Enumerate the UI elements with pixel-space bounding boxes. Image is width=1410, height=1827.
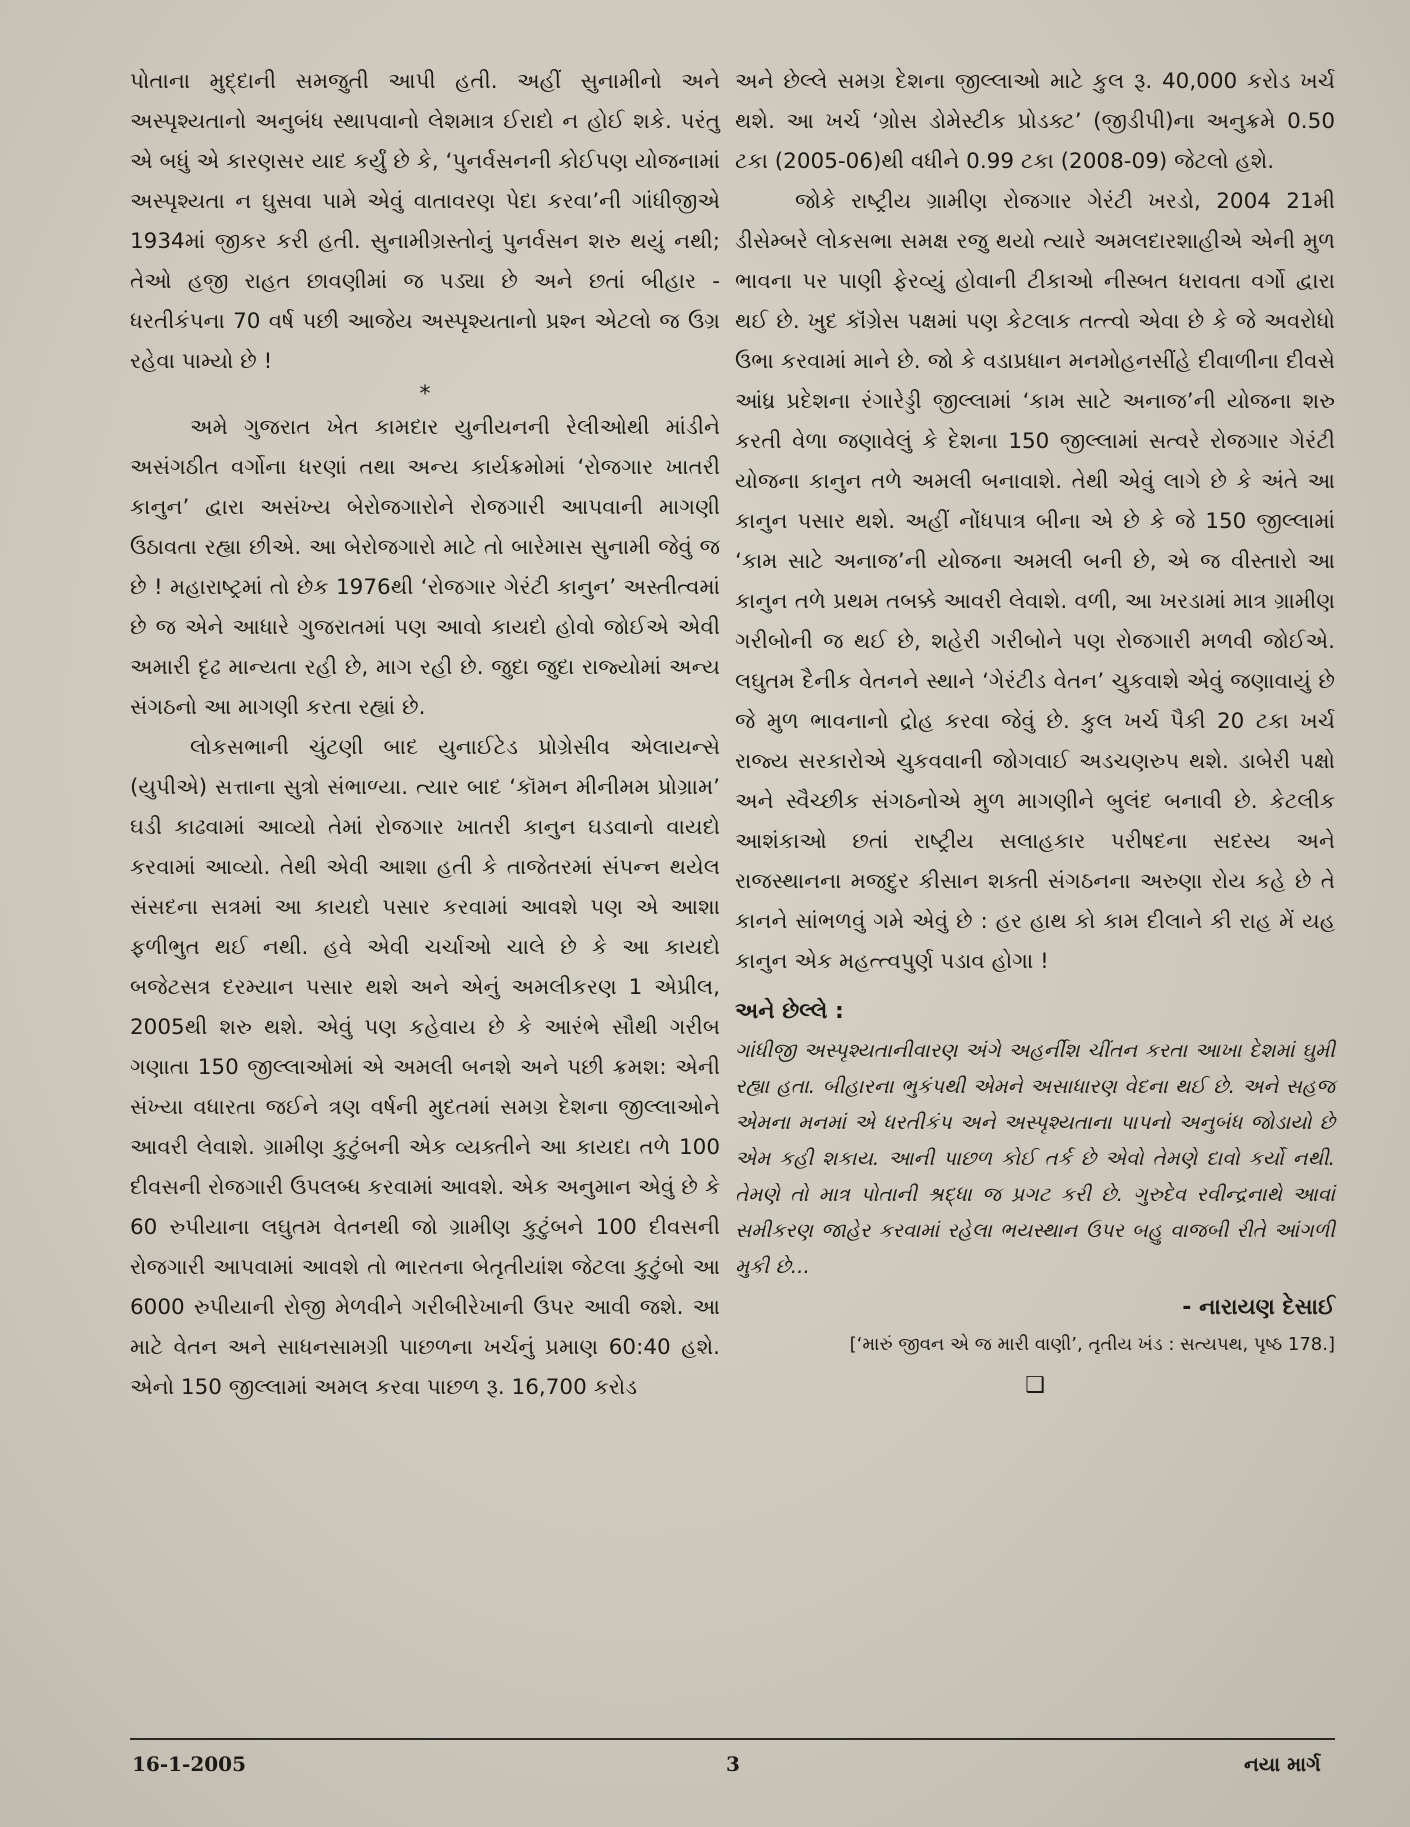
citation: [‘મારું જીવન એ જ મારી વાણી’, તૃતીય ખંડ : સત્યપથ, પૃષ્ઠ 178.] xyxy=(849,1334,1335,1355)
right-paragraph-1: અને છેલ્લે સમગ્ર દેશના જીલ્લાઓ માટે કુલ રૂ. 40,000 કરોડ ખર્ચ થશે. આ ખર્ચ ‘ગ્રોસ ડોમેસ્ટીક પ્રોડક્ટ’ (જીડીપી)ના અનુક્રમે 0.50 ટકા (2005-06)થી વધીને 0.99 ટકા (2008-09) જેટલો હશે. xyxy=(735,69,1335,174)
author-name: - નારાયણ દેસાઈ xyxy=(1182,1295,1335,1320)
left-column xyxy=(130,62,720,1408)
right-column xyxy=(735,62,1335,1406)
section-separator: * xyxy=(419,382,431,407)
page-number: 3 xyxy=(726,1752,740,1776)
left-paragraph-2: અમે ગુજરાત ખેત કામદાર યુનીયનની રેલીઓથી માંડીને અસંગઠીત વર્ગોના ધરણાં તથા અન્ય કાર્યક્રમોમાં ‘રોજગાર ખાતરી કાનુન’ દ્વારા અસંખ્ય બેરોજગારોને રોજગારી આપવાની માગણી ઉઠાવતા રહ્યા છીએ. આ બેરોજગારો માટે તો બારેમાસ સુનામી જેવું જ છે ! મહારાષ્ટ્રમાં તો છેક 1976થી ‘રોજગાર ગેરંટી કાનુન’ અસ્તીત્વમાં છે જ એને આધારે ગુજરાતમાં પણ આવો કાયદો હોવો જોઈએ એવી અમારી દૃઢ માન્યતા રહી છે, માગ રહી છે. જુદા જુદા રાજ્યોમાં અન્ય સંગઠનો આ માગણી કરતા રહ્યાં છે. xyxy=(130,415,720,720)
closing-italic-paragraph: ગાંધીજી અસ્પૃશ્યતાનીવારણ અંગે અહર્નીશ ચીંતન કરતા આખા દેશમાં ઘુમી રહ્યા હતા. બીહારના ભુકંપથી એમને અસાધારણ વેદના થઈ છે. અને સહજ એમના મનમાં એ ધરતીકંપ અને અસ્પૃશ્યતાના પાપનો અનુબંધ જોડાયો છે એમ કહી શકાય. આની પાછળ કોઈ તર્ક છે એવો તેમણે દાવો કર્યો નથી. તેમણે તો માત્ર પોતાની શ્રદ્ધા જ પ્રગટ કરી છે. ગુરુદેવ રવીન્દ્રનાથે આવાં સમીકરણ જાહેર કરવામાં રહેલા ભયસ્થાન ઉપર બહુ વાજબી રીતે આંગળી મુકી છે... xyxy=(735,1038,1335,1278)
right-paragraph-2: જોકે રાષ્ટ્રીય ગ્રામીણ રોજગાર ગેરંટી ખરડો, 2004 21મી ડીસેમ્બરે લોકસભા સમક્ષ રજુ થયો ત્યારે અમલદારશાહીએ એની મુળ ભાવના પર પાણી ફેરવ્યું હોવાની ટીકાઓ નીસ્બત ધરાવતા વર્ગો દ્વારા થઈ છે. ખુદ કૉંગ્રેસ પક્ષમાં પણ કેટલાક તત્ત્વો એવા છે કે જે અવરોધો ઉભા કરવામાં માને છે. જો કે વડાપ્રધાન મનમોહનસીંહે દીવાળીના દીવસે આંધ્ર પ્રદેશના રંગારેડ્ડી જીલ્લામાં ‘કામ સાટે અનાજ’ની યોજના શરુ કરતી વેળા જણાવેલું કે દેશના 150 જીલ્લામાં સત્વરે રોજગાર ગેરંટી યોજના કાનુન તળે અમલી બનાવાશે. તેથી એવું લાગે છે કે અંતે આ કાનુન પસાર થશે. અહીં નોંધપાત્ર બીના એ છે કે જે 150 જીલ્લામાં ‘કામ સાટે અનાજ’ની યોજના અમલી બની છે, એ જ વીસ્તારો આ કાનુન તળે પ્રથમ તબક્કે આવરી લેવાશે. વળી, આ ખરડામાં માત્ર ગ્રામીણ ગરીબોની જ થઈ છે, શહેરી ગરીબોને પણ રોજગારી મળવી જોઈએ. લઘુતમ દૈનીક વેતનને સ્થાને ‘ગેરંટીડ વેતન’ ચુકવાશે એવું જણાવાયું છે જે મુળ ભાવનાનો દ્રોહ કરવા જેવું છે. કુલ ખર્ચ પૈકી 20 ટકા ખર્ચ રાજ્ય સરકારોએ ચુકવવાની જોગવાઈ અડચણરુપ થશે. ડાબેરી પક્ષો અને સ્વૈચ્છીક સંગઠનોએ મુળ માગણીને બુલંદ બનાવી છે. કેટલીક આશંકાઓ છતાં રાષ્ટ્રીય સલાહકાર પરીષદના સદસ્ય અને રાજસ્થાનના મજદુર કીસાન શક્તી સંગઠનના અરુણા રોય કહે છે તે કાનને સાંભળવું ગમે એવું છે : હર હાથ કો કામ દીલાને કી રાહ મેં યહ કાનુન એક મહત્ત્વપુર્ણ પડાવ હોગા ! xyxy=(735,189,1335,974)
left-paragraph-3: લોકસભાની ચુંટણી બાદ યુનાઈટેડ પ્રોગ્રેસીવ એલાયન્સે (યુપીએ) સત્તાના સુત્રો સંભાળ્યા. ત્યાર બાદ ‘કૉમન મીનીમમ પ્રોગ્રામ’ ઘડી કાઢવામાં આવ્યો તેમાં રોજગાર ખાતરી કાનુન ઘડવાનો વાયદો કરવામાં આવ્યો. તેથી એવી આશા હતી કે તાજેતરમાં સંપન્ન થયેલ સંસદના સત્રમાં આ કાયદો પસાર કરવામાં આવશે પણ એ આશા ફળીભુત થઈ નથી. હવે એવી ચર્ચાઓ ચાલે છે કે આ કાયદો બજેટસત્ર દરમ્યાન પસાર થશે અને એનું અમલીકરણ 1 એપ્રીલ, 2005થી શરુ થશે. એવું પણ કહેવાય છે કે આરંભે સૌથી ગરીબ ગણાતા 150 જીલ્લાઓમાં એ અમલી બનશે અને પછી ક્રમશ: એની સંખ્યા વધારતા જઈને ત્રણ વર્ષની મુદતમાં સમગ્ર દેશના જીલ્લાઓને આવરી લેવાશે. ગ્રામીણ કુટુંબની એક વ્યક્તીને આ કાયદા તળે 100 દીવસની રોજગારી ઉપલબ્ધ કરવામાં આવશે. એક અનુમાન એવું છે કે 60 રુપીયાના લઘુતમ વેતનથી જો ગ્રામીણ કુટુંબને 100 દીવસની રોજગારી આપવામાં આવશે તો ભારતના બેતૃતીયાંશ જેટલા કુટુંબો આ 6000 રુપીયાની રોજી મેળવીને ગરીબીરેખાની ઉપર આવી જશે. આ માટે વેતન અને સાધનસામગ્રી પાછળના ખર્ચનું પ્રમાણ 60:40 હશે. એનો 150 જીલ્લામાં અમલ કરવા પાછળ રૂ. 16,700 કરોડ xyxy=(130,735,720,1400)
publication-name: નયા માર્ગ xyxy=(1244,1752,1321,1776)
footer-date: 16-1-2005 xyxy=(132,1752,247,1776)
closing-heading: અને છેલ્લે : xyxy=(735,999,844,1024)
end-mark-icon: ❑ xyxy=(1025,1373,1045,1398)
footer-divider xyxy=(130,1738,1335,1740)
left-paragraph-1: પોતાના મુદ્દાની સમજુતી આપી હતી. અહીં સુનામીનો અને અસ્પૃશ્યતાનો અનુબંધ સ્થાપવાનો લેશમાત્ર ઈરાદો ન હોઈ શકે. પરંતુ એ બધું એ કારણસર યાદ કર્યું છે કે, ‘પુનર્વસનની કોઈપણ યોજનામાં અસ્પૃશ્યતા ન ઘુસવા પામે એવું વાતાવરણ પેદા કરવા’ની ગાંધીજીએ 1934માં જીકર કરી હતી. સુનામીગ્રસ્તોનું પુનર્વસન શરુ થયું નથી; તેઓ હજી રાહત છાવણીમાં જ પડ્યા છે અને છતાં બીહાર - ધરતીકંપના 70 વર્ષ પછી આજેય અસ્પૃશ્યતાનો પ્રશ્ન એટલો જ ઉગ્ર રહેવા પામ્યો છે ! xyxy=(130,69,720,374)
